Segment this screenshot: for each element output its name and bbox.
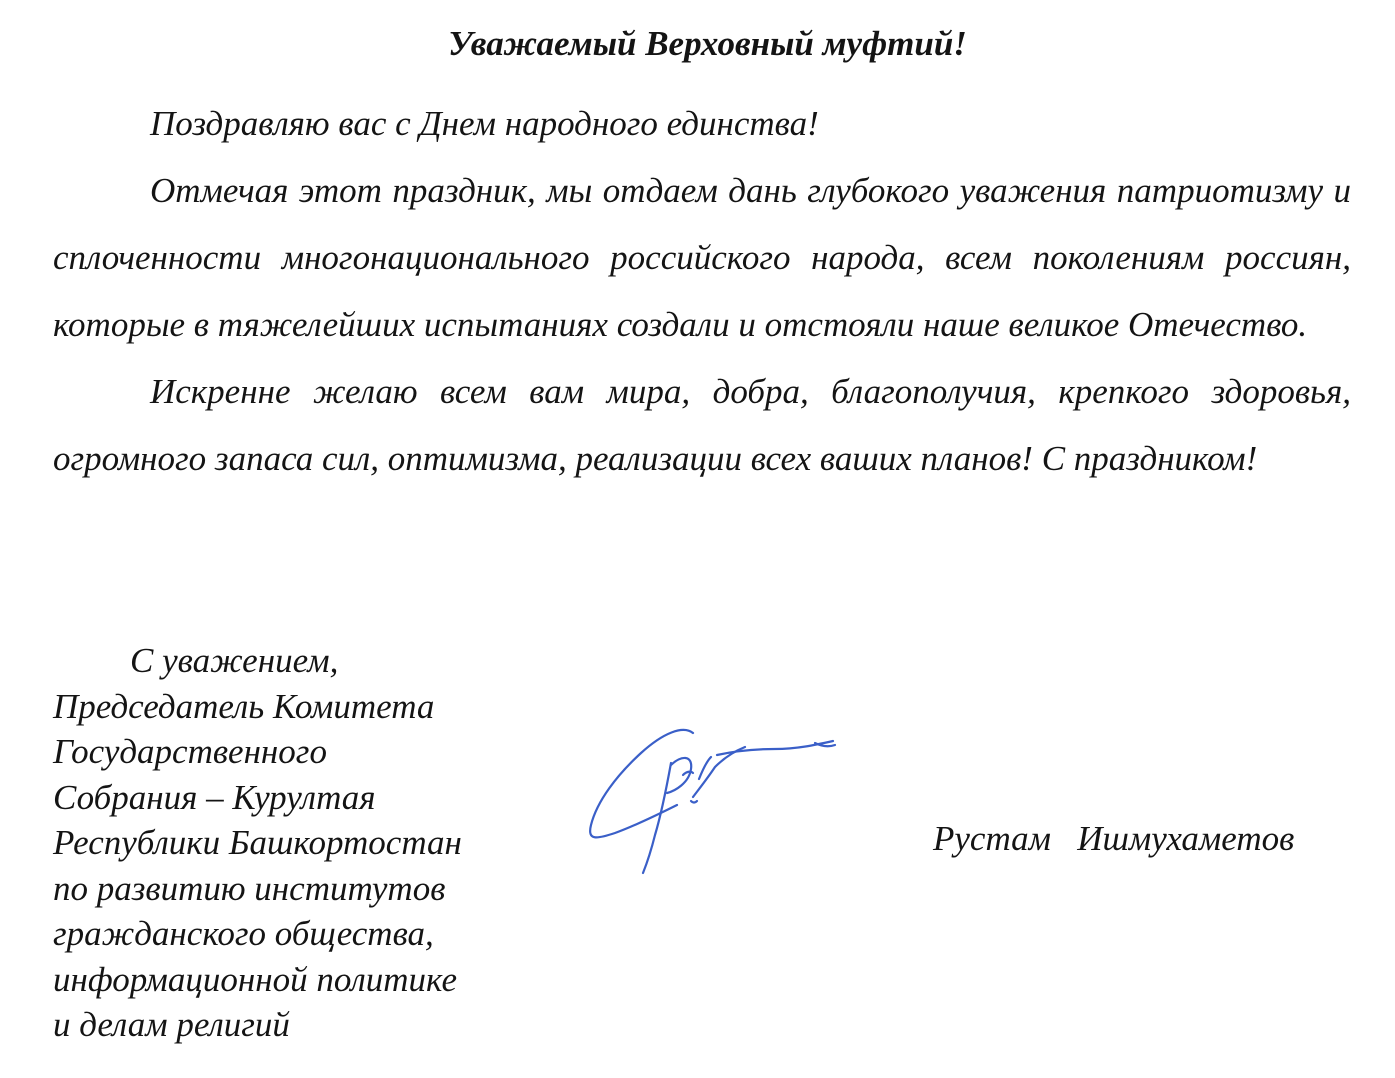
title-line: Государственного [53, 732, 327, 771]
title-line: Республики Башкортостан [53, 823, 462, 862]
paragraph-greeting: Поздравляю вас с Днем народного единства! [150, 104, 819, 143]
handwritten-signature [575, 705, 855, 890]
title-line: Собрания – Курултая [53, 777, 376, 817]
title-line: и делам религий [53, 1005, 290, 1044]
paragraph-wishes: Искренне желаю всем вам мира, добра, благополучия, крепкого здоровья, огромного запаса сил, оптимизма, реализации всех ваших планов! С праздником! [53, 372, 1351, 478]
signature-block [53, 638, 573, 1048]
signer-name: Рустам Ишмухаметов [933, 819, 1295, 858]
closing-regards: С уважением, [130, 641, 339, 680]
title-line: по развитию институтов [53, 868, 446, 908]
letter-body [53, 90, 1351, 492]
title-line: Председатель Комитета [53, 686, 435, 726]
paragraph-main: Отмечая этот праздник, мы отдаем дань глубокого уважения патриотизму и сплоченности многонационального российского народа, всем поколениям россиян, которые в тяжелейших испытаниях создали и отстояли наше великое Отечество. [53, 171, 1351, 344]
title-line: информационной политике [53, 959, 458, 999]
salutation: Уважаемый Верховный муфтий! [448, 24, 967, 63]
title-line: гражданского общества, [53, 914, 434, 953]
